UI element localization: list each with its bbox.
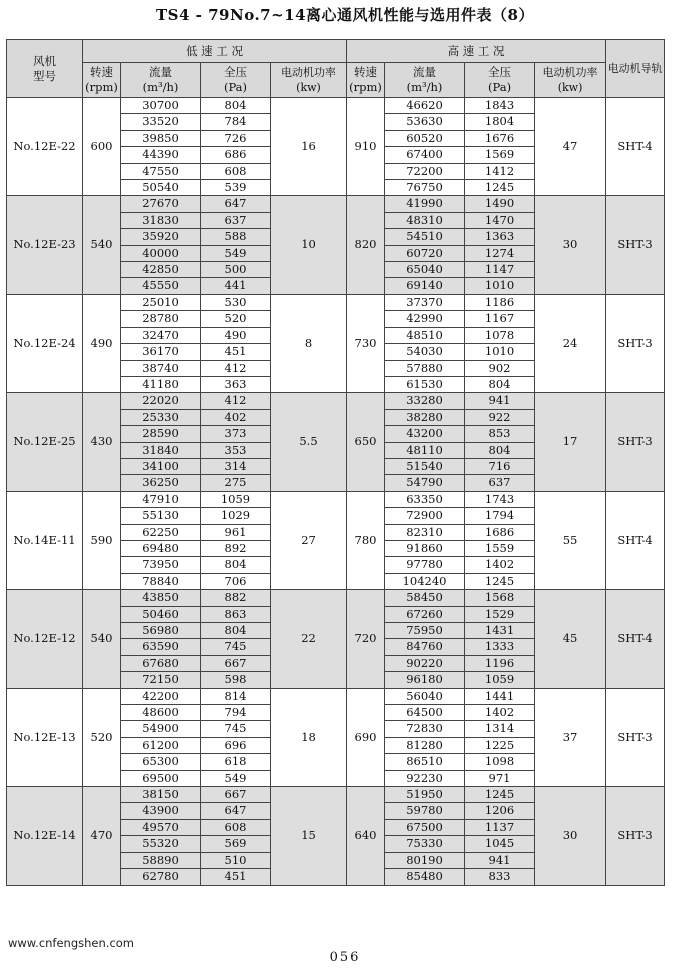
high-pressure-cell: 853	[465, 426, 535, 442]
high-pressure-cell: 833	[465, 869, 535, 885]
table-row	[7, 491, 665, 507]
motor-rail-cell: SHT-3	[606, 393, 665, 491]
high-pressure-cell: 1470	[465, 212, 535, 228]
low-flow-cell: 49570	[121, 819, 201, 835]
low-flow-cell: 78840	[121, 573, 201, 589]
high-speed-cell: 640	[347, 787, 385, 885]
high-flow-cell: 76750	[385, 180, 465, 196]
high-flow-cell: 60520	[385, 130, 465, 146]
model-cell: No.12E-22	[7, 98, 83, 196]
low-pressure-cell: 745	[201, 721, 271, 737]
motor-rail-cell: SHT-3	[606, 196, 665, 294]
low-flow-cell: 67680	[121, 655, 201, 671]
high-flow-cell: 72200	[385, 163, 465, 179]
table-row	[7, 196, 665, 212]
fan-performance-table	[6, 39, 665, 886]
header-high-flow: 流量 (m³/h)	[385, 63, 465, 98]
low-speed-cell: 520	[83, 688, 121, 786]
low-flow-cell: 42200	[121, 688, 201, 704]
low-pressure-cell: 608	[201, 819, 271, 835]
low-flow-cell: 36250	[121, 475, 201, 491]
low-speed-cell: 490	[83, 294, 121, 392]
high-flow-cell: 42990	[385, 311, 465, 327]
low-flow-cell: 61200	[121, 737, 201, 753]
low-flow-cell: 47910	[121, 491, 201, 507]
low-flow-cell: 28780	[121, 311, 201, 327]
low-flow-cell: 50460	[121, 606, 201, 622]
low-flow-cell: 47550	[121, 163, 201, 179]
high-flow-cell: 64500	[385, 705, 465, 721]
low-pressure-cell: 804	[201, 98, 271, 114]
high-pressure-cell: 1804	[465, 114, 535, 130]
high-flow-cell: 38280	[385, 409, 465, 425]
motor-rail-cell: SHT-4	[606, 98, 665, 196]
high-motor-power-cell: 37	[535, 688, 606, 786]
header-high-speed-group: 高 速 工 况	[347, 40, 606, 63]
header-low-flow: 流量 (m³/h)	[121, 63, 201, 98]
low-pressure-cell: 667	[201, 655, 271, 671]
high-flow-cell: 41990	[385, 196, 465, 212]
high-pressure-cell: 1412	[465, 163, 535, 179]
low-pressure-cell: 490	[201, 327, 271, 343]
low-flow-cell: 41180	[121, 376, 201, 392]
high-pressure-cell: 804	[465, 442, 535, 458]
high-flow-cell: 84760	[385, 639, 465, 655]
high-flow-cell: 72830	[385, 721, 465, 737]
low-flow-cell: 48600	[121, 705, 201, 721]
high-motor-power-cell: 30	[535, 787, 606, 885]
motor-rail-cell: SHT-4	[606, 590, 665, 688]
low-pressure-cell: 373	[201, 426, 271, 442]
high-pressure-cell: 1402	[465, 705, 535, 721]
low-pressure-cell: 451	[201, 344, 271, 360]
model-cell: No.12E-12	[7, 590, 83, 688]
high-pressure-cell: 1078	[465, 327, 535, 343]
high-flow-cell: 59780	[385, 803, 465, 819]
low-flow-cell: 38740	[121, 360, 201, 376]
low-pressure-cell: 451	[201, 869, 271, 885]
model-cell: No.12E-14	[7, 787, 83, 885]
high-pressure-cell: 1245	[465, 180, 535, 196]
low-pressure-cell: 637	[201, 212, 271, 228]
high-pressure-cell: 1147	[465, 262, 535, 278]
high-pressure-cell: 1441	[465, 688, 535, 704]
low-flow-cell: 43900	[121, 803, 201, 819]
header-low-motor-power: 电动机功率 (kw)	[271, 63, 347, 98]
low-flow-cell: 62250	[121, 524, 201, 540]
high-pressure-cell: 1333	[465, 639, 535, 655]
low-pressure-cell: 549	[201, 245, 271, 261]
low-flow-cell: 54900	[121, 721, 201, 737]
high-pressure-cell: 1010	[465, 278, 535, 294]
low-flow-cell: 25330	[121, 409, 201, 425]
table-row	[7, 294, 665, 310]
table-row	[7, 393, 665, 409]
low-motor-power-cell: 18	[271, 688, 347, 786]
high-pressure-cell: 1529	[465, 606, 535, 622]
low-flow-cell: 35920	[121, 229, 201, 245]
low-pressure-cell: 520	[201, 311, 271, 327]
low-flow-cell: 32470	[121, 327, 201, 343]
header-motor-rail: 电动机导轨	[606, 40, 665, 98]
high-pressure-cell: 941	[465, 393, 535, 409]
low-flow-cell: 56980	[121, 623, 201, 639]
motor-rail-cell: SHT-3	[606, 294, 665, 392]
high-flow-cell: 82310	[385, 524, 465, 540]
high-flow-cell: 51950	[385, 787, 465, 803]
high-flow-cell: 54030	[385, 344, 465, 360]
low-pressure-cell: 530	[201, 294, 271, 310]
low-pressure-cell: 667	[201, 787, 271, 803]
header-low-pressure: 全压 (Pa)	[201, 63, 271, 98]
high-flow-cell: 97780	[385, 557, 465, 573]
fan-model-group	[7, 98, 665, 196]
high-pressure-cell: 1245	[465, 787, 535, 803]
low-pressure-cell: 402	[201, 409, 271, 425]
high-pressure-cell: 941	[465, 852, 535, 868]
low-pressure-cell: 353	[201, 442, 271, 458]
low-pressure-cell: 618	[201, 754, 271, 770]
low-pressure-cell: 363	[201, 376, 271, 392]
low-pressure-cell: 412	[201, 360, 271, 376]
low-pressure-cell: 726	[201, 130, 271, 146]
high-flow-cell: 58450	[385, 590, 465, 606]
high-flow-cell: 85480	[385, 869, 465, 885]
low-flow-cell: 55130	[121, 508, 201, 524]
low-flow-cell: 62780	[121, 869, 201, 885]
high-flow-cell: 37370	[385, 294, 465, 310]
low-speed-cell: 600	[83, 98, 121, 196]
low-flow-cell: 28590	[121, 426, 201, 442]
high-speed-cell: 650	[347, 393, 385, 491]
high-flow-cell: 67400	[385, 147, 465, 163]
low-pressure-cell: 804	[201, 557, 271, 573]
high-pressure-cell: 1363	[465, 229, 535, 245]
high-flow-cell: 51540	[385, 458, 465, 474]
low-flow-cell: 25010	[121, 294, 201, 310]
high-flow-cell: 81280	[385, 737, 465, 753]
low-pressure-cell: 882	[201, 590, 271, 606]
high-pressure-cell: 1490	[465, 196, 535, 212]
high-flow-cell: 33280	[385, 393, 465, 409]
table-row	[7, 98, 665, 114]
high-flow-cell: 96180	[385, 672, 465, 688]
high-speed-cell: 690	[347, 688, 385, 786]
low-pressure-cell: 1029	[201, 508, 271, 524]
low-pressure-cell: 314	[201, 458, 271, 474]
high-pressure-cell: 1686	[465, 524, 535, 540]
high-flow-cell: 65040	[385, 262, 465, 278]
low-pressure-cell: 647	[201, 803, 271, 819]
fan-model-group	[7, 590, 665, 688]
high-pressure-cell: 1045	[465, 836, 535, 852]
low-pressure-cell: 784	[201, 114, 271, 130]
low-flow-cell: 69500	[121, 770, 201, 786]
low-pressure-cell: 647	[201, 196, 271, 212]
high-pressure-cell: 1186	[465, 294, 535, 310]
low-pressure-cell: 696	[201, 737, 271, 753]
low-flow-cell: 42850	[121, 262, 201, 278]
high-flow-cell: 69140	[385, 278, 465, 294]
low-flow-cell: 31830	[121, 212, 201, 228]
low-flow-cell: 73950	[121, 557, 201, 573]
low-pressure-cell: 961	[201, 524, 271, 540]
high-flow-cell: 43200	[385, 426, 465, 442]
high-pressure-cell: 1225	[465, 737, 535, 753]
high-flow-cell: 48310	[385, 212, 465, 228]
low-pressure-cell: 500	[201, 262, 271, 278]
website-url: www.cnfengshen.com	[8, 936, 135, 950]
low-pressure-cell: 745	[201, 639, 271, 655]
high-flow-cell: 86510	[385, 754, 465, 770]
fan-model-group	[7, 393, 665, 491]
high-speed-cell: 720	[347, 590, 385, 688]
high-pressure-cell: 1010	[465, 344, 535, 360]
high-pressure-cell: 902	[465, 360, 535, 376]
high-pressure-cell: 637	[465, 475, 535, 491]
fan-model-group	[7, 787, 665, 885]
low-motor-power-cell: 16	[271, 98, 347, 196]
header-high-pressure: 全压 (Pa)	[465, 63, 535, 98]
low-pressure-cell: 510	[201, 852, 271, 868]
low-pressure-cell: 412	[201, 393, 271, 409]
high-flow-cell: 75950	[385, 623, 465, 639]
high-motor-power-cell: 45	[535, 590, 606, 688]
high-flow-cell: 61530	[385, 376, 465, 392]
high-pressure-cell: 1402	[465, 557, 535, 573]
high-pressure-cell: 1167	[465, 311, 535, 327]
low-pressure-cell: 686	[201, 147, 271, 163]
low-motor-power-cell: 27	[271, 491, 347, 589]
low-flow-cell: 31840	[121, 442, 201, 458]
high-flow-cell: 75330	[385, 836, 465, 852]
high-pressure-cell: 1059	[465, 672, 535, 688]
header-high-motor-power: 电动机功率 (kw)	[535, 63, 606, 98]
low-pressure-cell: 441	[201, 278, 271, 294]
high-flow-cell: 90220	[385, 655, 465, 671]
high-flow-cell: 72900	[385, 508, 465, 524]
high-pressure-cell: 922	[465, 409, 535, 425]
low-flow-cell: 38150	[121, 787, 201, 803]
low-flow-cell: 58890	[121, 852, 201, 868]
model-cell: No.12E-23	[7, 196, 83, 294]
header-low-speed: 转速 (rpm)	[83, 63, 121, 98]
low-motor-power-cell: 15	[271, 787, 347, 885]
low-speed-cell: 430	[83, 393, 121, 491]
low-flow-cell: 40000	[121, 245, 201, 261]
header-high-speed: 转速 (rpm)	[347, 63, 385, 98]
header-low-speed-group: 低 速 工 况	[83, 40, 347, 63]
high-flow-cell: 48510	[385, 327, 465, 343]
high-speed-cell: 780	[347, 491, 385, 589]
high-flow-cell: 53630	[385, 114, 465, 130]
high-flow-cell: 57880	[385, 360, 465, 376]
low-flow-cell: 69480	[121, 540, 201, 556]
high-motor-power-cell: 17	[535, 393, 606, 491]
low-flow-cell: 72150	[121, 672, 201, 688]
low-pressure-cell: 598	[201, 672, 271, 688]
model-cell: No.14E-11	[7, 491, 83, 589]
high-flow-cell: 67260	[385, 606, 465, 622]
low-motor-power-cell: 10	[271, 196, 347, 294]
model-cell: No.12E-13	[7, 688, 83, 786]
high-pressure-cell: 1676	[465, 130, 535, 146]
high-motor-power-cell: 24	[535, 294, 606, 392]
high-pressure-cell: 1245	[465, 573, 535, 589]
high-pressure-cell: 1314	[465, 721, 535, 737]
high-pressure-cell: 1743	[465, 491, 535, 507]
low-pressure-cell: 569	[201, 836, 271, 852]
fan-model-group	[7, 491, 665, 589]
low-pressure-cell: 814	[201, 688, 271, 704]
model-cell: No.12E-25	[7, 393, 83, 491]
low-flow-cell: 33520	[121, 114, 201, 130]
high-flow-cell: 91860	[385, 540, 465, 556]
low-motor-power-cell: 8	[271, 294, 347, 392]
high-motor-power-cell: 30	[535, 196, 606, 294]
low-flow-cell: 39850	[121, 130, 201, 146]
motor-rail-cell: SHT-4	[606, 491, 665, 589]
high-flow-cell: 46620	[385, 98, 465, 114]
low-pressure-cell: 804	[201, 623, 271, 639]
high-speed-cell: 910	[347, 98, 385, 196]
low-pressure-cell: 588	[201, 229, 271, 245]
table-row	[7, 787, 665, 803]
low-pressure-cell: 794	[201, 705, 271, 721]
high-pressure-cell: 1569	[465, 147, 535, 163]
high-pressure-cell: 804	[465, 376, 535, 392]
high-flow-cell: 54790	[385, 475, 465, 491]
low-pressure-cell: 275	[201, 475, 271, 491]
high-flow-cell: 67500	[385, 819, 465, 835]
low-flow-cell: 50540	[121, 180, 201, 196]
low-flow-cell: 63590	[121, 639, 201, 655]
table-row	[7, 688, 665, 704]
motor-rail-cell: SHT-3	[606, 787, 665, 885]
high-pressure-cell: 971	[465, 770, 535, 786]
motor-rail-cell: SHT-3	[606, 688, 665, 786]
high-pressure-cell: 1274	[465, 245, 535, 261]
high-pressure-cell: 1098	[465, 754, 535, 770]
high-flow-cell: 80190	[385, 852, 465, 868]
high-flow-cell: 56040	[385, 688, 465, 704]
low-motor-power-cell: 5.5	[271, 393, 347, 491]
low-flow-cell: 65300	[121, 754, 201, 770]
low-flow-cell: 34100	[121, 458, 201, 474]
low-motor-power-cell: 22	[271, 590, 347, 688]
fan-model-group	[7, 688, 665, 786]
low-flow-cell: 27670	[121, 196, 201, 212]
high-flow-cell: 104240	[385, 573, 465, 589]
low-pressure-cell: 892	[201, 540, 271, 556]
low-speed-cell: 470	[83, 787, 121, 885]
high-motor-power-cell: 47	[535, 98, 606, 196]
high-pressure-cell: 1431	[465, 623, 535, 639]
high-flow-cell: 63350	[385, 491, 465, 507]
low-pressure-cell: 706	[201, 573, 271, 589]
low-speed-cell: 540	[83, 196, 121, 294]
high-speed-cell: 730	[347, 294, 385, 392]
low-flow-cell: 45550	[121, 278, 201, 294]
low-pressure-cell: 608	[201, 163, 271, 179]
low-flow-cell: 55320	[121, 836, 201, 852]
page-number: 056	[329, 950, 361, 965]
high-pressure-cell: 1206	[465, 803, 535, 819]
high-pressure-cell: 1559	[465, 540, 535, 556]
table-row	[7, 590, 665, 606]
high-flow-cell: 60720	[385, 245, 465, 261]
high-pressure-cell: 1794	[465, 508, 535, 524]
low-flow-cell: 22020	[121, 393, 201, 409]
low-speed-cell: 540	[83, 590, 121, 688]
fan-model-group	[7, 196, 665, 294]
high-pressure-cell: 1137	[465, 819, 535, 835]
high-pressure-cell: 1568	[465, 590, 535, 606]
high-speed-cell: 820	[347, 196, 385, 294]
low-pressure-cell: 549	[201, 770, 271, 786]
page-title: TS4 - 79No.7~14离心通风机性能与选用件表（8）	[156, 6, 534, 24]
high-flow-cell: 92230	[385, 770, 465, 786]
high-pressure-cell: 1196	[465, 655, 535, 671]
header-model: 风机 型号	[7, 40, 83, 98]
low-pressure-cell: 539	[201, 180, 271, 196]
low-pressure-cell: 1059	[201, 491, 271, 507]
high-flow-cell: 48110	[385, 442, 465, 458]
high-flow-cell: 54510	[385, 229, 465, 245]
high-pressure-cell: 716	[465, 458, 535, 474]
model-cell: No.12E-24	[7, 294, 83, 392]
low-flow-cell: 36170	[121, 344, 201, 360]
high-pressure-cell: 1843	[465, 98, 535, 114]
low-pressure-cell: 863	[201, 606, 271, 622]
low-flow-cell: 30700	[121, 98, 201, 114]
low-speed-cell: 590	[83, 491, 121, 589]
fan-model-group	[7, 294, 665, 392]
high-motor-power-cell: 55	[535, 491, 606, 589]
low-flow-cell: 44390	[121, 147, 201, 163]
low-flow-cell: 43850	[121, 590, 201, 606]
